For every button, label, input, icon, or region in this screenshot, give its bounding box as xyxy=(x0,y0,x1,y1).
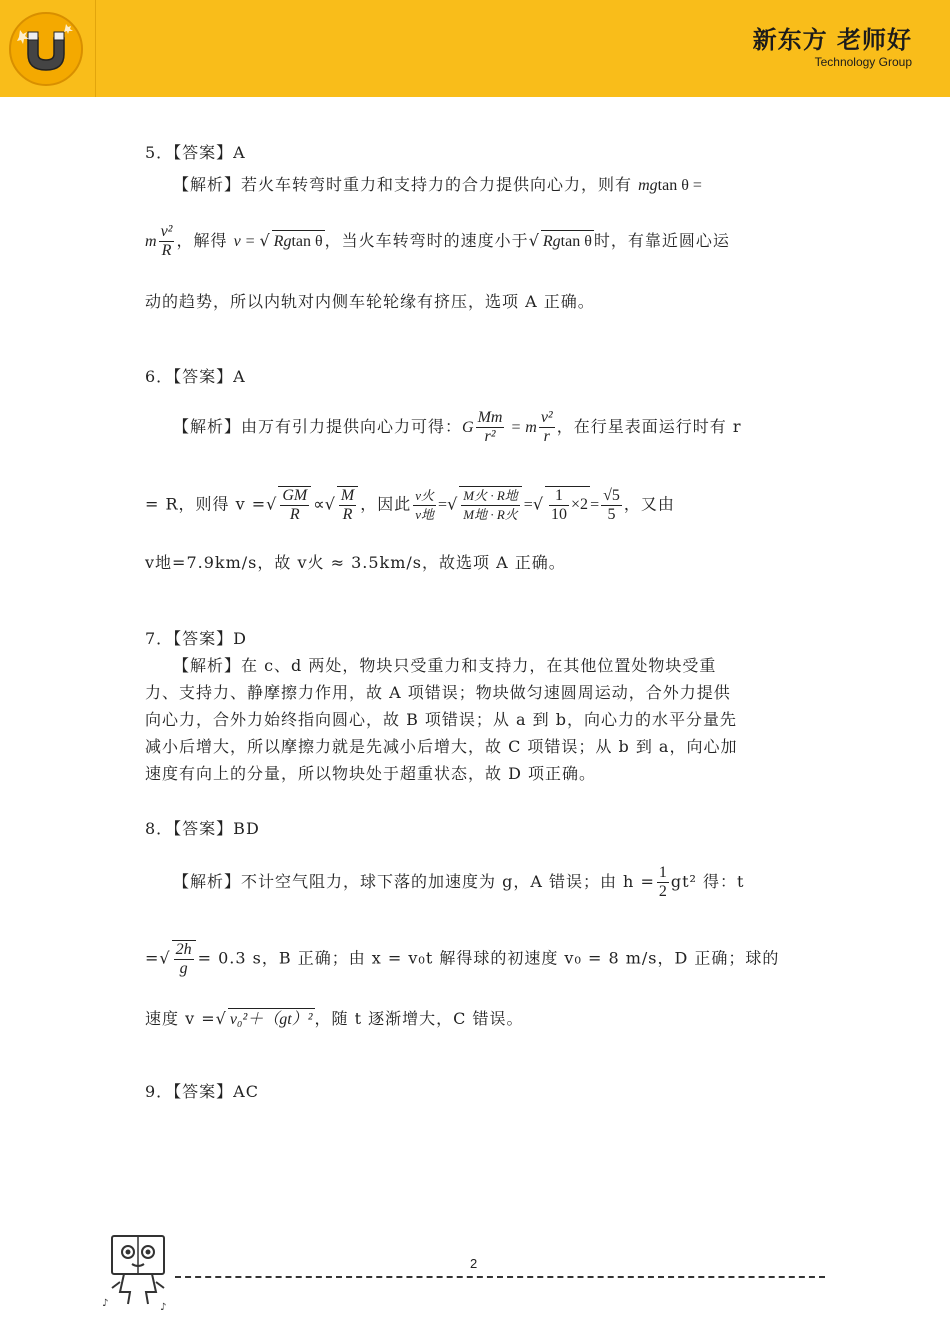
header-divider xyxy=(95,0,96,97)
q7-analysis-line-4: 减小后增大，所以摩擦力就是先减小后增大，故 C 项错误；从 b 到 a，向心加 xyxy=(145,737,738,756)
q8-analysis-line-2: =√ $\frac{2h}{g}$ = 0.3 s，B 正确；由 x = v₀t 解得球的初速度 v₀ = 8 m/s，D 正确；球的 xyxy=(145,941,780,977)
fraction-numerator: M xyxy=(340,487,355,504)
q5-answer: 5．【答案】A xyxy=(145,143,246,162)
q6-text: 【解析】由万有引力提供向心力可得： xyxy=(173,417,463,436)
q5-analysis-line-3: 动的趋势，所以内轨对内侧车轮轮缘有挤压，选项 A 正确。 xyxy=(145,292,595,311)
q8-analysis-line-3: 速度 v =√ v₀²＋（gt）² ，随 t 逐渐增大，C 错误。 xyxy=(145,1008,523,1031)
q6-fraction xyxy=(539,409,555,446)
q7-answer: 7．【答案】D xyxy=(145,629,248,648)
q5-text: 时，有靠近圆心运 xyxy=(593,231,730,250)
q8-text: 【解析】不计空气阻力，球下落的加速度为 g，A 错误；由 h = xyxy=(173,872,655,891)
q5-math: v = xyxy=(233,233,260,250)
q6-fraction xyxy=(476,409,505,446)
q8-text: = xyxy=(145,948,160,968)
q6-sqrt xyxy=(545,486,590,524)
q6-sqrt xyxy=(278,486,311,524)
fraction-numerator: 2h xyxy=(175,941,192,958)
q8-fraction xyxy=(657,864,669,901)
q5-analysis-line-2: m $\frac{\text{v²}}{R}$ ，解得 v = √ Rgtan θ ，当火车转弯时的速度小于√ Rgtan θ 时，有靠近圆心运 xyxy=(145,223,730,259)
q6-analysis-line-2: = R，则得 v =√ $\frac{GM}{R}$ ∝√ $\frac{M}{R}$ ，因此 $\frac{\text{v火}}{\text{v地}}$ =√ $\frac{\text{M火 · R地}}{\text{M地 · R火}}$ =√ $\frac{1}{10}$ ×2 = $\frac{√5}{5}$ ，又由 xyxy=(145,486,675,524)
q6-sqrt xyxy=(459,486,522,524)
q5-fraction xyxy=(159,223,175,260)
q6-answer: 6．【答案】A xyxy=(145,367,246,386)
q6-text: = R，则得 v = xyxy=(145,494,267,514)
q7-analysis-line-1: 【解析】在 c、d 两处，物块只受重力和支持力，在其他位置处物块受重 xyxy=(173,656,717,675)
footer-dashed-rule xyxy=(175,1276,825,1278)
q8-text: 速度 v = xyxy=(145,1009,216,1028)
fraction-numerator: 1 xyxy=(658,864,667,881)
q8-text: = 0.3 s，B 正确；由 x = v₀t 解得球的初速度 v₀ = 8 m/s，D 正确；球的 xyxy=(197,948,780,968)
q8-text: ，随 t 逐渐增大，C 错误。 xyxy=(314,1009,524,1028)
fraction-denominator: R xyxy=(289,506,300,523)
q6-text: ，又由 xyxy=(623,494,675,514)
fraction-numerator: M火 · R地 xyxy=(461,487,520,506)
q8-analysis-line-1 xyxy=(173,864,744,901)
q5-math: mg xyxy=(638,177,658,194)
q6-math: ∝ xyxy=(313,496,325,514)
q6-text: ，在行星表面运行时有 r xyxy=(556,417,742,436)
q6-math: = xyxy=(438,496,448,514)
fraction-denominator: r² xyxy=(484,428,496,445)
q6-math: = m xyxy=(506,419,537,436)
q6-math: G xyxy=(462,419,474,436)
svg-text:♪: ♪ xyxy=(102,1298,109,1309)
q6-math: ×2 xyxy=(571,496,589,514)
q7-analysis-line-5: 速度有向上的分量，所以物块处于超重状态，故 D 项正确。 xyxy=(145,764,597,783)
fraction-denominator: 5 xyxy=(607,505,616,523)
q8-answer: 8．【答案】BD xyxy=(145,819,260,838)
q6-analysis-line-3: v地=7.9km/s，故 v火 ≈ 3.5km/s，故选项 A 正确。 xyxy=(145,553,566,572)
brand-block xyxy=(753,26,912,70)
q8-sqrt xyxy=(172,940,196,978)
q6-fraction xyxy=(549,487,569,524)
page-number: 2 xyxy=(470,1256,478,1271)
q5-text: ，当火车转弯时的速度小于 xyxy=(324,231,529,250)
fraction-numerator: v² xyxy=(160,223,173,240)
fraction-numerator: 1 xyxy=(549,487,569,506)
fraction-denominator: R xyxy=(342,506,353,523)
q6-analysis-line-1 xyxy=(173,409,741,446)
q6-sqrt xyxy=(337,486,358,524)
sqrt-content: Rg xyxy=(542,233,561,250)
fraction-denominator: M地 · R火 xyxy=(463,507,518,522)
brand-tagline: Technology Group xyxy=(814,55,912,69)
sqrt-content: tan θ xyxy=(560,233,592,250)
svg-text:♪: ♪ xyxy=(160,1302,167,1313)
fraction-denominator: 10 xyxy=(551,506,568,524)
q5-analysis-line-1 xyxy=(173,174,702,197)
page-header xyxy=(0,0,950,97)
fraction-denominator: r xyxy=(543,428,550,445)
fraction-numerator: √5 xyxy=(603,486,620,504)
q5-text: 【解析】若火车转弯时重力和支持力的合力提供向心力，则有 xyxy=(173,175,639,194)
q5-sqrt xyxy=(541,230,594,253)
q5-sqrt xyxy=(272,230,325,253)
q9-answer: 9．【答案】AC xyxy=(145,1082,259,1101)
fraction-numerator: Mm xyxy=(477,409,503,426)
q6-math: = xyxy=(590,496,600,514)
q6-fraction xyxy=(413,487,436,524)
q6-text: ，因此 xyxy=(360,494,412,514)
fraction-denominator: 2 xyxy=(658,883,667,900)
fraction-numerator: v² xyxy=(540,409,553,426)
fraction-numerator: v火 xyxy=(413,487,436,506)
fraction-denominator: g xyxy=(179,960,188,977)
q7-analysis-line-3: 向心力，合外力始终指向圆心，故 B 项错误；从 a 到 b，向心力的水平分量先 xyxy=(145,710,737,729)
sqrt-content: tan θ xyxy=(291,233,323,250)
q7-analysis-line-2: 力、支持力、静摩擦力作用，故 A 项错误；物块做匀速圆周运动，合外力提供 xyxy=(145,683,731,702)
fraction-denominator: R xyxy=(161,242,172,259)
fraction-denominator: v地 xyxy=(415,506,435,522)
magnet-logo-icon xyxy=(6,10,86,88)
q8-sqrt: v₀²＋（gt）² xyxy=(228,1008,315,1031)
q5-math: m xyxy=(145,233,157,250)
sqrt-content: Rg xyxy=(273,233,292,250)
q5-text: ，解得 xyxy=(176,231,234,250)
q6-math: = xyxy=(523,496,533,514)
q5-math: tan θ = xyxy=(657,177,702,194)
mascot-icon xyxy=(100,1232,172,1314)
fraction-numerator: GM xyxy=(282,487,308,504)
brand-name: 新东方 老师好 xyxy=(752,26,912,54)
q8-text: gt² 得：t xyxy=(670,872,745,891)
q6-fraction xyxy=(601,487,622,524)
